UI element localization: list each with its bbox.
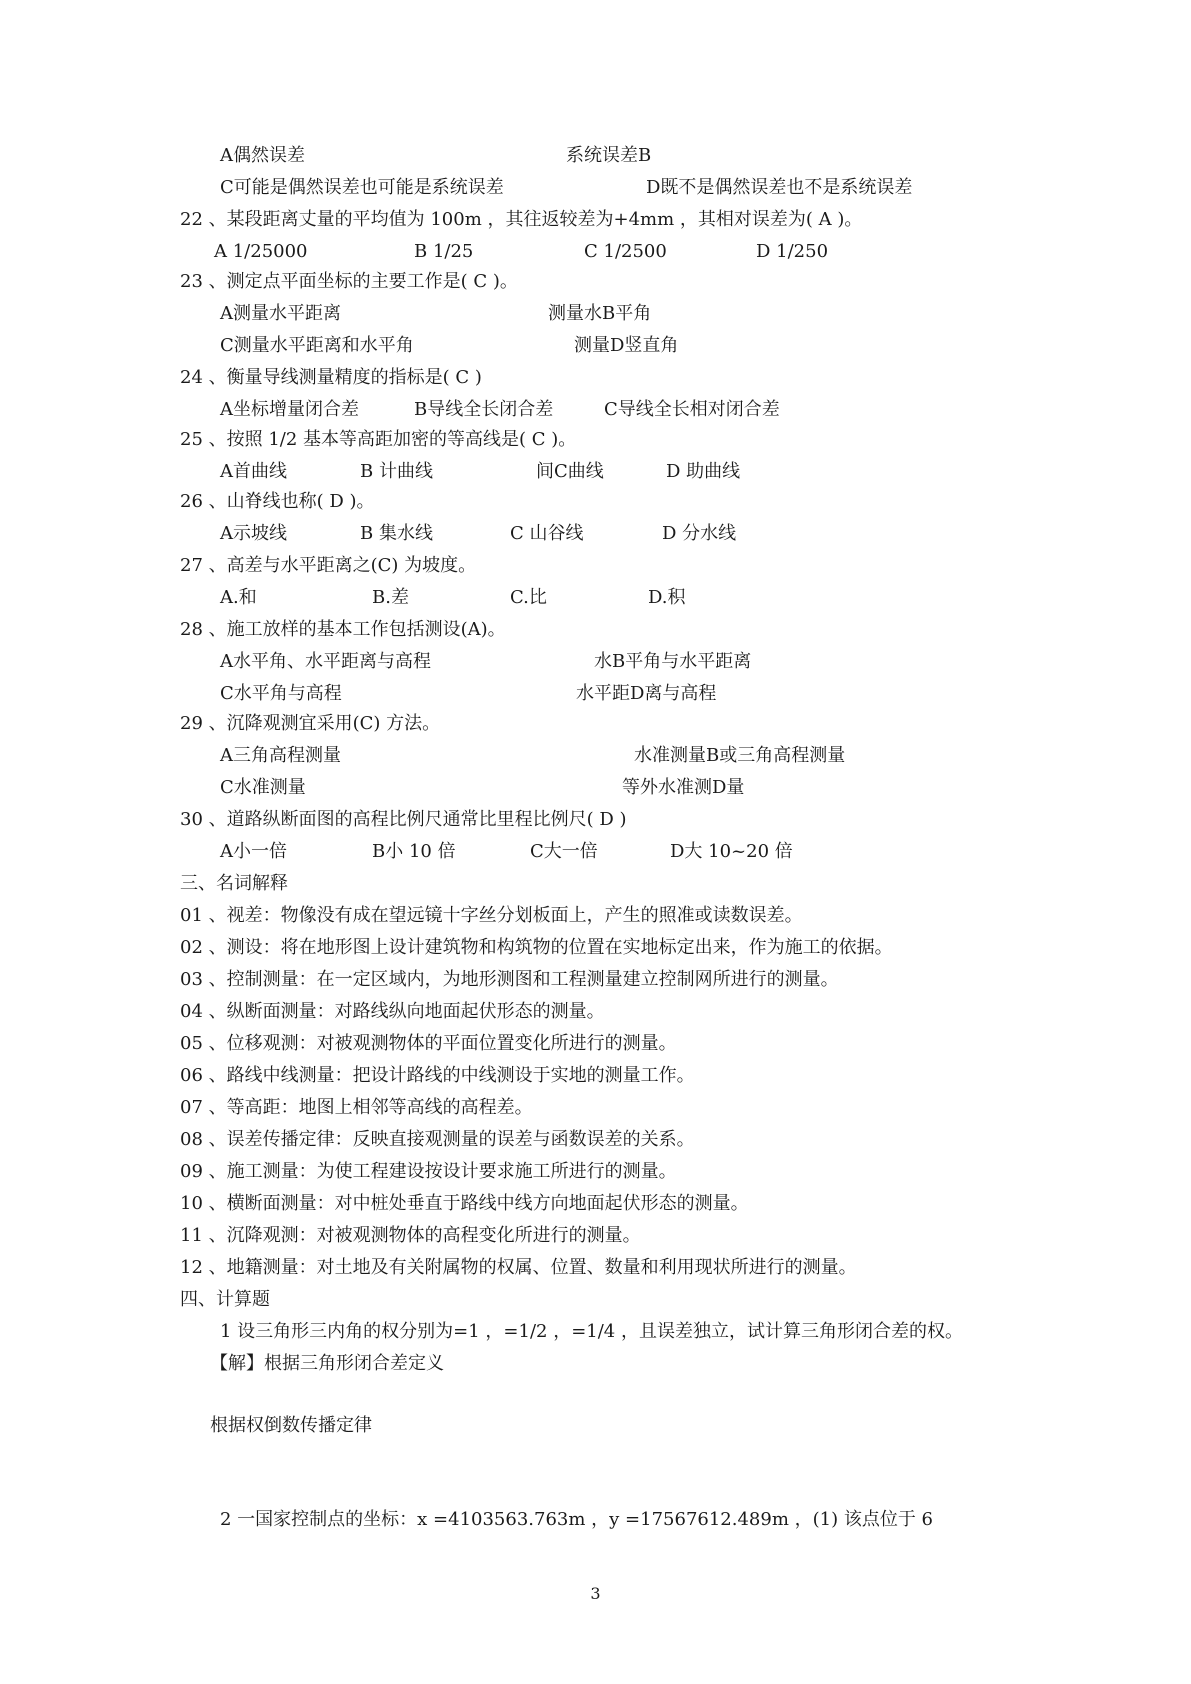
q23-options-row1 xyxy=(0,302,1191,326)
q24-option-b: B导线全长闭合差 xyxy=(414,399,554,420)
q29-option-c: C水准测量 xyxy=(220,777,306,798)
q22-stem: 22 、某段距离丈量的平均值为 100m ，其往返较差为+4mm ，其相对误差为( A )。 xyxy=(180,209,863,230)
calc-problem-1-solution: 【解】根据三角形闭合差定义 xyxy=(210,1353,444,1374)
q21-option-b: 系统误差B xyxy=(566,145,652,166)
term-05: 05 、位移观测：对被观测物体的平面位置变化所进行的测量。 xyxy=(180,1033,677,1054)
q21-option-c: C可能是偶然误差也可能是系统误差 xyxy=(220,177,504,198)
q30-options xyxy=(0,840,1191,864)
term-11: 11 、沉降观测：对被观测物体的高程变化所进行的测量。 xyxy=(180,1225,641,1246)
q28-option-b: 水B平角与水平距离 xyxy=(594,651,752,672)
q30-option-d: D大 10~20 倍 xyxy=(670,841,793,862)
q21-options-row1 xyxy=(0,144,1191,168)
term-09: 09 、施工测量：为使工程建设按设计要求施工所进行的测量。 xyxy=(180,1161,677,1182)
q23-stem: 23 、测定点平面坐标的主要工作是( C )。 xyxy=(180,271,518,292)
q27-option-d: D.积 xyxy=(648,587,686,608)
q26-option-c: C 山谷线 xyxy=(510,523,584,544)
term-03: 03 、控制测量：在一定区域内，为地形测图和工程测量建立控制网所进行的测量。 xyxy=(180,969,839,990)
calc-problem-1-step2: 根据权倒数传播定律 xyxy=(210,1415,372,1436)
q29-options-row2 xyxy=(0,776,1191,800)
q27-option-c: C.比 xyxy=(510,587,547,608)
q26-option-d: D 分水线 xyxy=(662,523,737,544)
q26-option-a: A示坡线 xyxy=(220,523,287,544)
q26-option-b: B 集水线 xyxy=(360,523,433,544)
q24-option-a: A坐标增量闭合差 xyxy=(220,399,359,420)
term-12: 12 、地籍测量：对土地及有关附属物的权属、位置、数量和利用现状所进行的测量。 xyxy=(180,1257,857,1278)
q23-option-b: 测量水B平角 xyxy=(548,303,652,324)
q28-stem: 28 、施工放样的基本工作包括测设(A)。 xyxy=(180,619,506,640)
q23-option-d: 测量D竖直角 xyxy=(574,335,679,356)
q25-option-b: B 计曲线 xyxy=(360,461,433,482)
term-02: 02 、测设：将在地形图上设计建筑物和构筑物的位置在实地标定出来，作为施工的依据。 xyxy=(180,937,893,958)
q22-option-b: B 1/25 xyxy=(414,241,474,262)
q21-options-row2 xyxy=(0,176,1191,200)
term-10: 10 、横断面测量：对中桩处垂直于路线中线方向地面起伏形态的测量。 xyxy=(180,1193,749,1214)
q28-options-row2 xyxy=(0,682,1191,706)
term-08: 08 、误差传播定律：反映直接观测量的误差与函数误差的关系。 xyxy=(180,1129,695,1150)
calc-problem-1: 1 设三角形三内角的权分别为=1 ，=1/2 ，=1/4 ，且误差独立，试计算三角形闭合差的权。 xyxy=(220,1321,963,1342)
q21-option-a: A偶然误差 xyxy=(220,145,305,166)
q30-option-a: A小一倍 xyxy=(220,841,287,862)
q22-option-c: C 1/2500 xyxy=(584,241,667,262)
q24-option-c: C导线全长相对闭合差 xyxy=(604,399,780,420)
q28-option-d: 水平距D离与高程 xyxy=(576,683,717,704)
q29-option-a: A三角高程测量 xyxy=(220,745,341,766)
q29-option-b: 水准测量B或三角高程测量 xyxy=(634,745,846,766)
q23-option-c: C测量水平距离和水平角 xyxy=(220,335,414,356)
q25-stem: 25 、按照 1/2 基本等高距加密的等高线是( C )。 xyxy=(180,429,577,450)
q24-options xyxy=(0,398,1191,422)
term-06: 06 、路线中线测量：把设计路线的中线测设于实地的测量工作。 xyxy=(180,1065,695,1086)
q26-options xyxy=(0,522,1191,546)
q30-option-c: C大一倍 xyxy=(530,841,598,862)
q27-option-b: B.差 xyxy=(372,587,409,608)
q27-option-a: A.和 xyxy=(220,587,257,608)
q23-options-row2 xyxy=(0,334,1191,358)
q29-options-row1 xyxy=(0,744,1191,768)
q28-options-row1 xyxy=(0,650,1191,674)
q22-option-d: D 1/250 xyxy=(756,241,829,262)
q27-options xyxy=(0,586,1191,610)
q24-stem: 24 、衡量导线测量精度的指标是( C ) xyxy=(180,367,482,388)
page-number: 3 xyxy=(590,1584,601,1603)
q22-options xyxy=(0,240,1191,264)
q23-option-a: A测量水平距离 xyxy=(220,303,341,324)
section-4-title: 四、计算题 xyxy=(180,1289,270,1310)
q25-option-d: D 助曲线 xyxy=(666,461,741,482)
calc-problem-2: 2 一国家控制点的坐标：x =4103563.763m ，y =17567612.489m ，(1) 该点位于 6 xyxy=(220,1509,934,1530)
term-07: 07 、等高距：地图上相邻等高线的高程差。 xyxy=(180,1097,533,1118)
q30-option-b: B小 10 倍 xyxy=(372,841,456,862)
section-3-title: 三、名词解释 xyxy=(180,873,288,894)
term-04: 04 、纵断面测量：对路线纵向地面起伏形态的测量。 xyxy=(180,1001,605,1022)
term-01: 01 、视差：物像没有成在望远镜十字丝分划板面上，产生的照准或读数误差。 xyxy=(180,905,803,926)
q28-option-a: A水平角、水平距离与高程 xyxy=(220,651,431,672)
q21-option-d: D既不是偶然误差也不是系统误差 xyxy=(646,177,913,198)
q28-option-c: C水平角与高程 xyxy=(220,683,342,704)
q29-stem: 29 、沉降观测宜采用(C) 方法。 xyxy=(180,713,441,734)
q26-stem: 26 、山脊线也称( D )。 xyxy=(180,491,375,512)
q30-stem: 30 、道路纵断面图的高程比例尺通常比里程比例尺( D ) xyxy=(180,809,627,830)
q29-option-d: 等外水准测D量 xyxy=(622,777,745,798)
q27-stem: 27 、高差与水平距离之(C) 为坡度。 xyxy=(180,555,477,576)
q25-option-c: 间C曲线 xyxy=(536,461,604,482)
q25-options xyxy=(0,460,1191,484)
q25-option-a: A首曲线 xyxy=(220,461,287,482)
q22-option-a: A 1/25000 xyxy=(214,241,308,262)
